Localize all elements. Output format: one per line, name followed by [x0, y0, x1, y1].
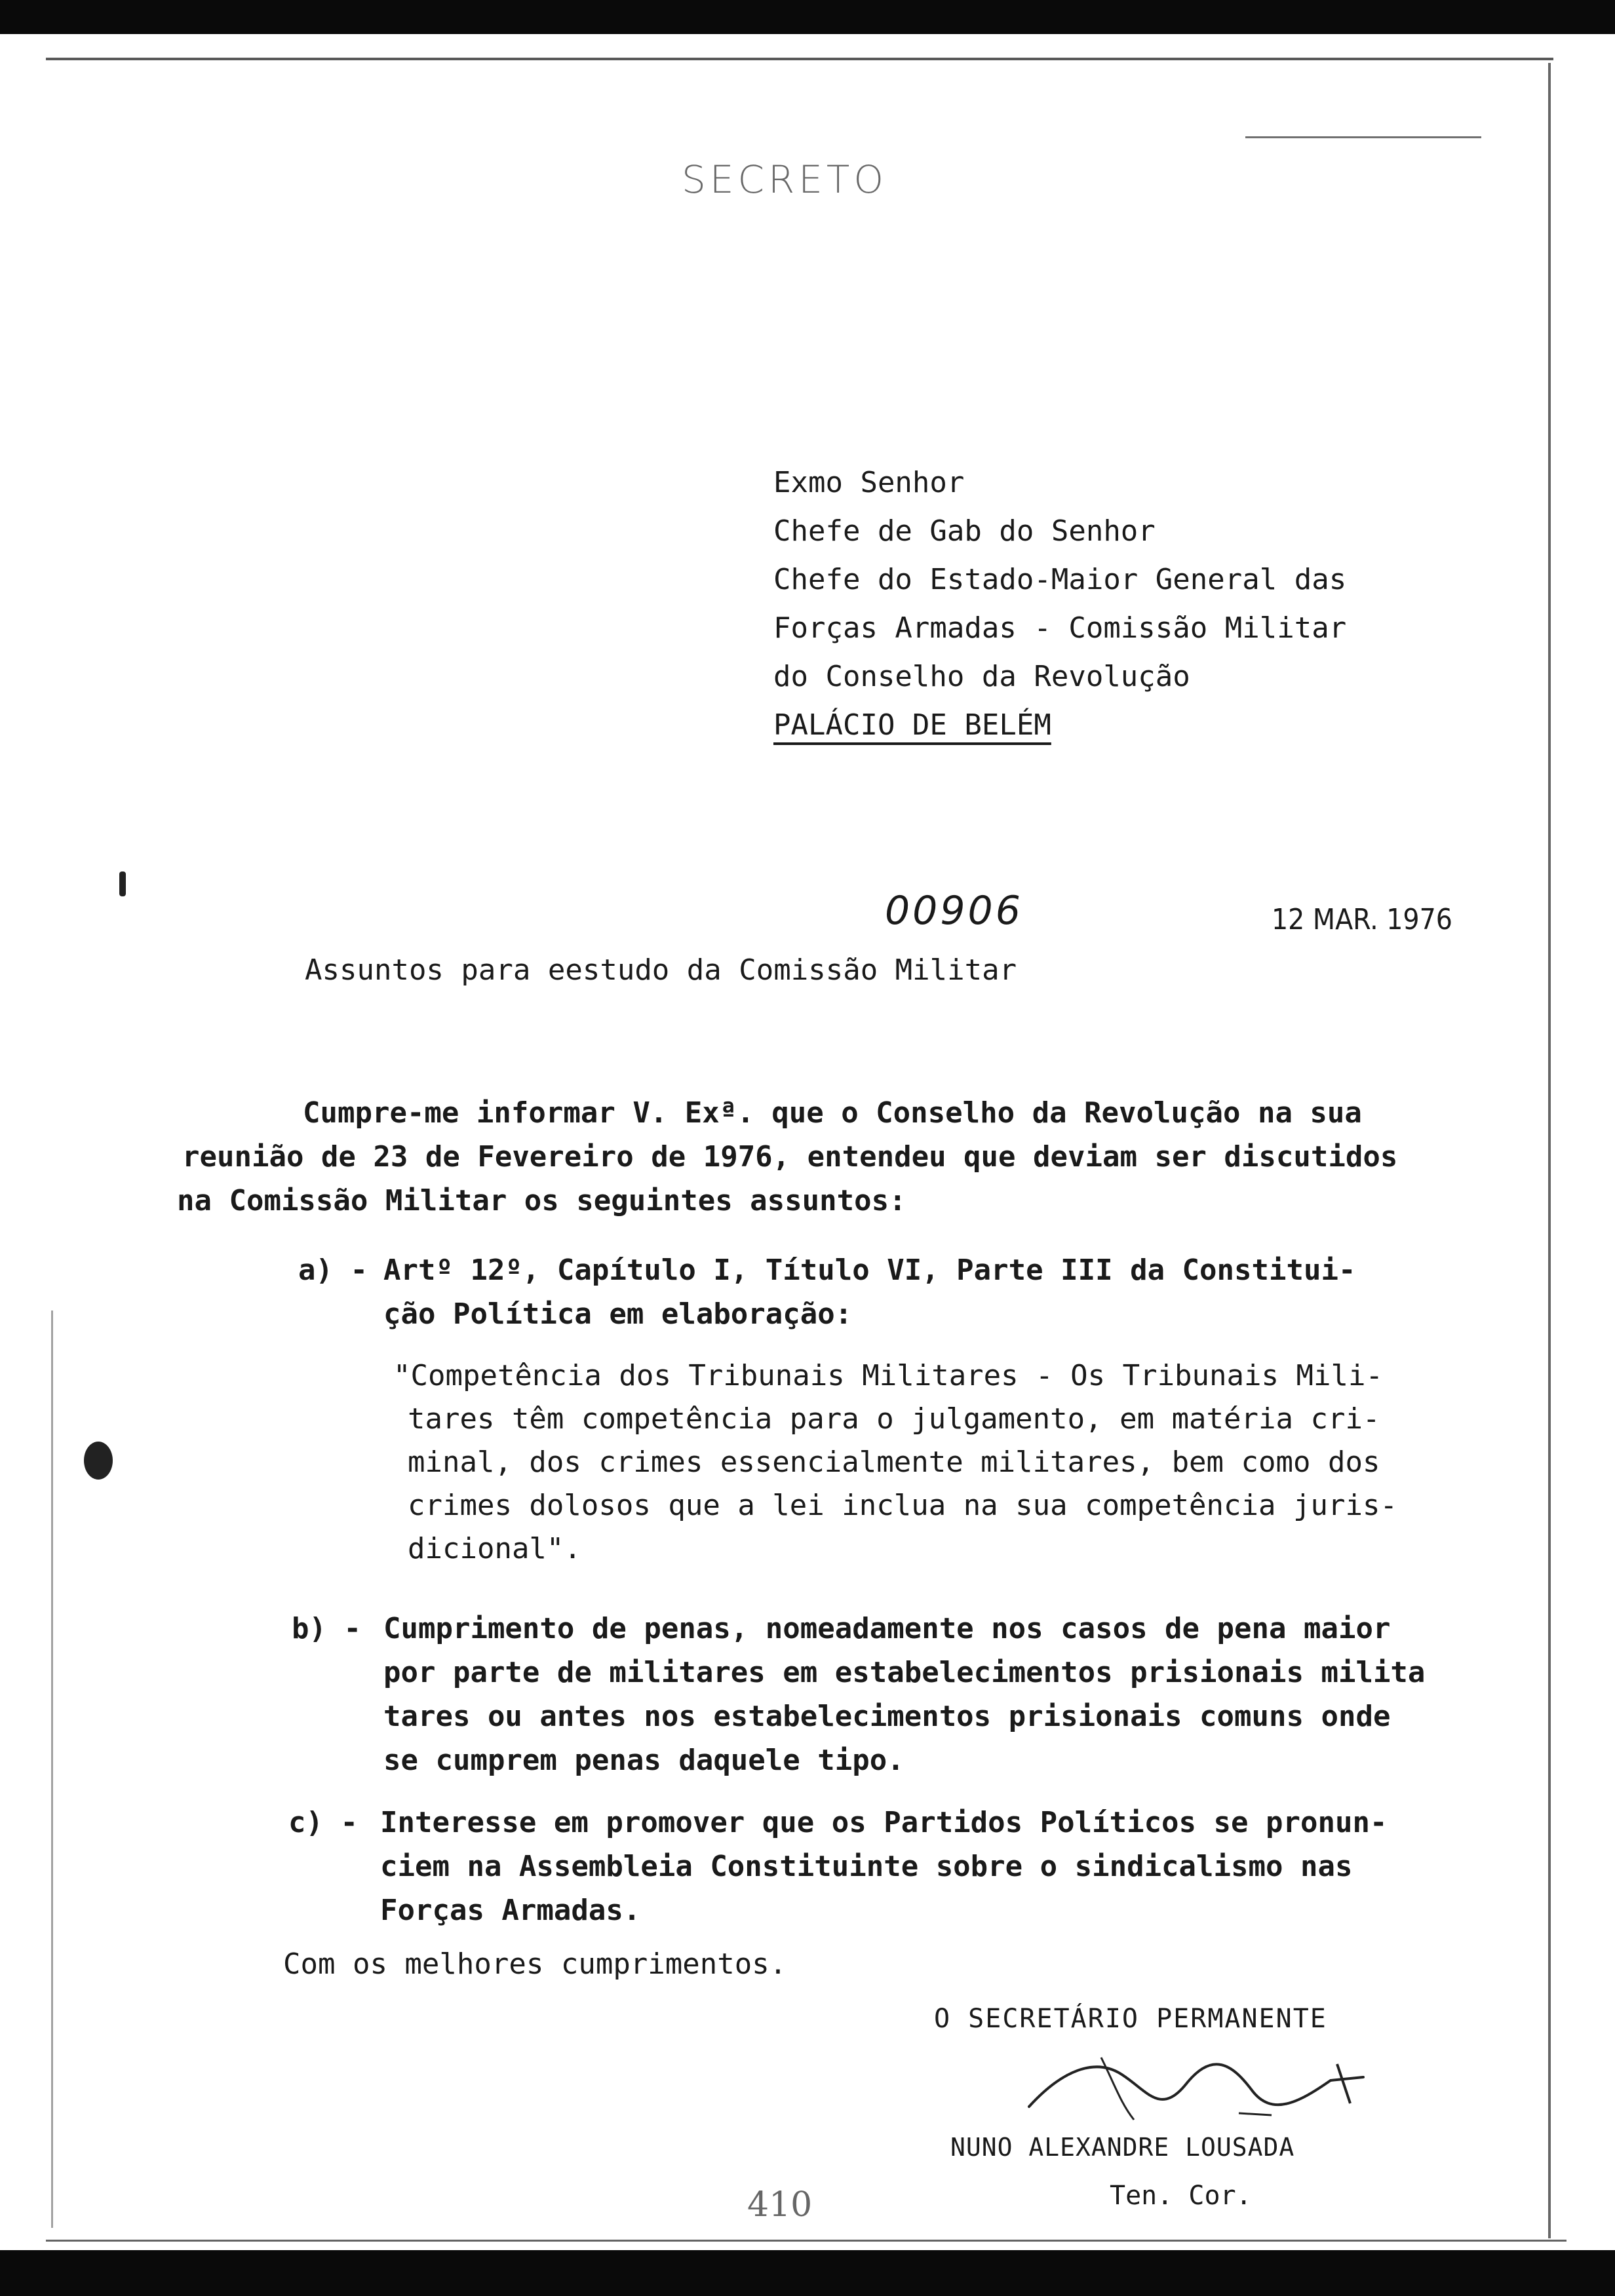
recipient-place: PALÁCIO DE BELÉM — [773, 708, 1051, 742]
item-line: ção Política em elaboração: — [383, 1297, 853, 1331]
quote-line: crimes dolosos que a lei inclua na sua competência juris- — [408, 1489, 1397, 1522]
item-line: por parte de militares em estabelecimentos prisionais milita — [383, 1656, 1426, 1689]
signatory-title: O SECRETÁRIO PERMANENTE — [934, 2004, 1327, 2034]
item-line: se cumprem penas daquele tipo. — [383, 1744, 905, 1777]
scan-speck — [119, 871, 126, 896]
item-quote — [393, 1354, 1397, 1571]
scan-bottom-border — [0, 2250, 1615, 2296]
intro-line: reunião de 23 de Fevereiro de 1976, entendeu que deviam ser discutidos — [182, 1140, 1398, 1174]
item-label: b) - — [292, 1612, 361, 1645]
handwritten-signature — [1022, 2044, 1390, 2130]
item-label: a) - — [298, 1253, 368, 1287]
document-date: 12 MAR. 1976 — [1272, 903, 1452, 936]
item-line: Artº 12º, Capítulo I, Título VI, Parte III da Constitui- — [383, 1253, 1356, 1287]
signatory-name: NUNO ALEXANDRE LOUSADA — [950, 2133, 1295, 2162]
quote-line: tares têm competência para o julgamento, em matéria cri- — [408, 1402, 1380, 1436]
top-rule — [46, 58, 1553, 60]
item-line: Forças Armadas. — [380, 1894, 641, 1927]
scan-blot — [84, 1442, 113, 1480]
recipient-address — [773, 459, 1346, 750]
signatory-rank: Ten. Cor. — [1110, 2181, 1252, 2211]
item-line: Cumprimento de penas, nomeadamente nos casos de pena maior — [383, 1612, 1391, 1645]
item-text — [383, 1248, 1355, 1336]
top-right-dash — [1245, 136, 1481, 138]
bottom-rule — [46, 2240, 1566, 2242]
item-line: Interesse em promover que os Partidos Políticos se pronun- — [380, 1806, 1388, 1839]
intro-paragraph — [177, 1091, 1475, 1223]
quote-line: "Competência dos Tribunais Militares - Os Tribunais Mili- — [393, 1359, 1383, 1392]
recipient-line: Chefe do Estado-Maior General das — [773, 563, 1347, 596]
left-page-edge — [51, 1311, 53, 2228]
item-line: tares ou antes nos estabelecimentos prisionais comuns onde — [383, 1700, 1391, 1733]
quote-line: minal, dos crimes essencialmente militares, bem como dos — [408, 1445, 1380, 1479]
subject-line: Assuntos para eestudo da Comissão Militar — [305, 953, 1017, 987]
intro-line: Cumpre-me informar V. Exª. que o Conselho da Revolução na sua — [303, 1096, 1362, 1130]
item-label: c) - — [288, 1806, 358, 1839]
item-text — [383, 1607, 1425, 1782]
classification-stamp: SECRETO — [682, 157, 887, 202]
item-text — [380, 1801, 1387, 1932]
intro-line: na Comissão Militar os seguintes assuntos: — [177, 1184, 906, 1217]
reference-number: 00906 — [885, 888, 1023, 934]
recipient-line: Exmo Senhor — [773, 466, 965, 499]
recipient-line: do Conselho da Revolução — [773, 660, 1190, 693]
scan-top-border — [0, 0, 1615, 34]
recipient-line: Chefe de Gab do Senhor — [773, 514, 1156, 548]
page-mark: 410 — [747, 2185, 813, 2225]
closing-line: Com os melhores cumprimentos. — [283, 1947, 787, 1981]
quote-line: dicional". — [408, 1532, 581, 1565]
item-line: ciem na Assembleia Constituinte sobre o sindicalismo nas — [380, 1850, 1353, 1883]
right-page-edge — [1548, 63, 1551, 2238]
recipient-line: Forças Armadas - Comissão Militar — [773, 611, 1347, 645]
